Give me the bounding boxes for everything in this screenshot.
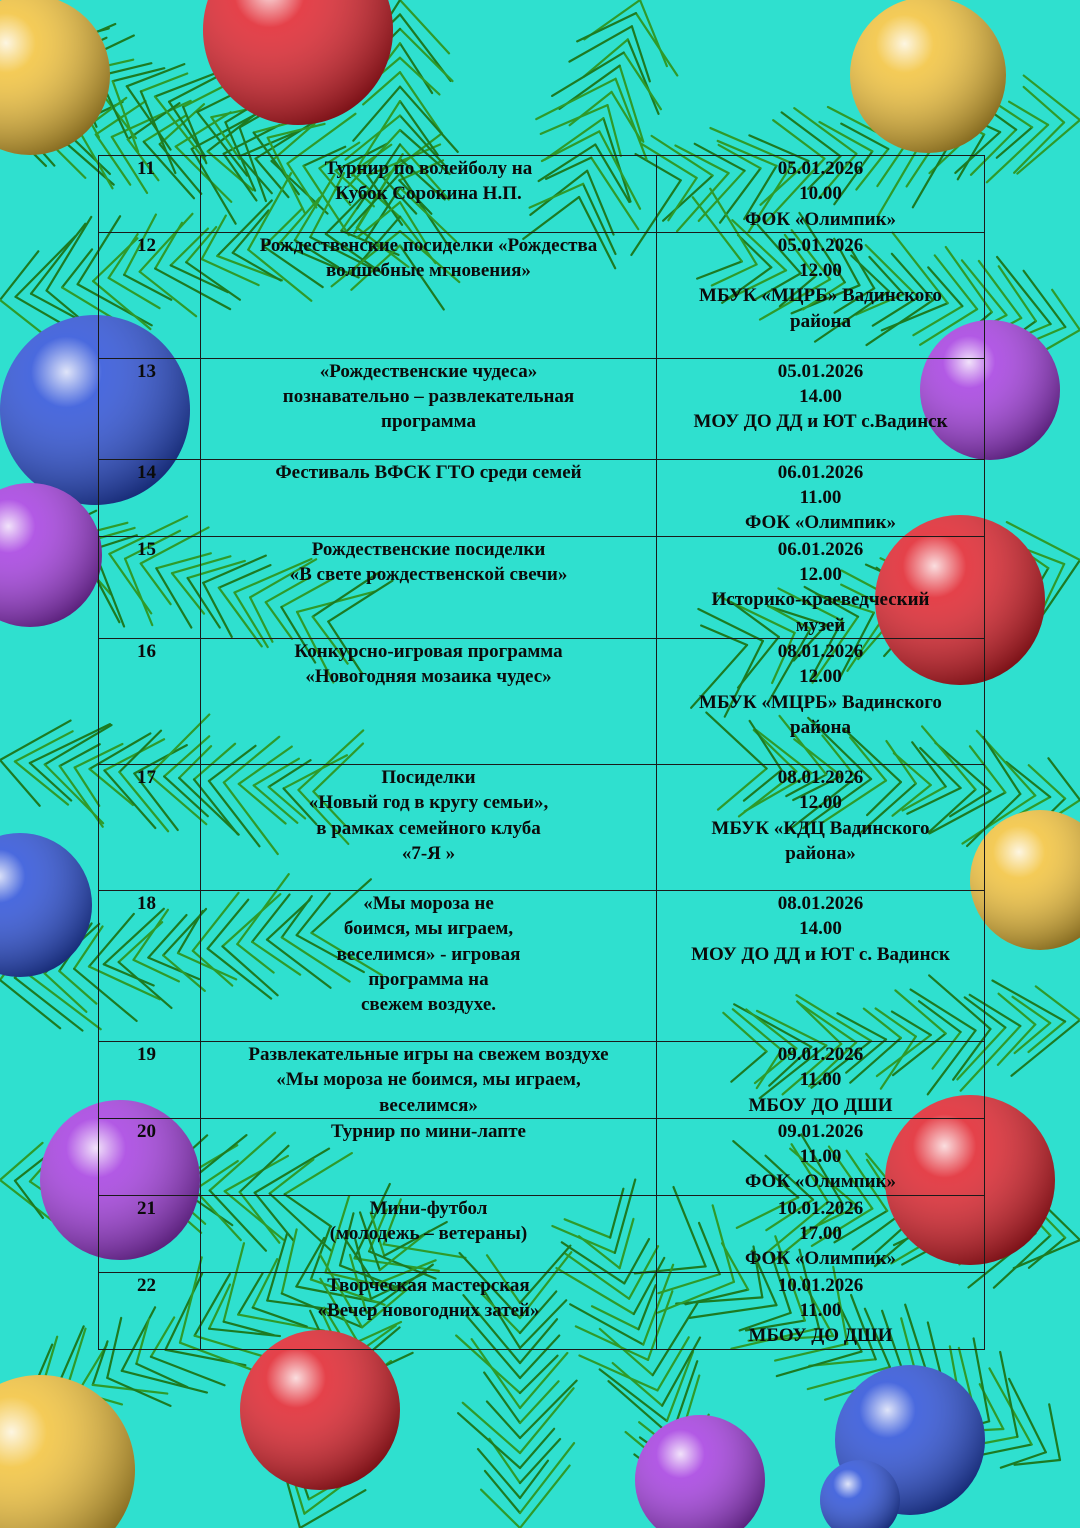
event-title-cell	[201, 536, 657, 638]
event-venue: ФОК «Олимпик»	[744, 208, 897, 230]
event-time: 12.00	[799, 792, 842, 814]
event-title-line: познавательно – развлекательная	[282, 386, 575, 408]
event-time: 14.00	[799, 386, 842, 408]
table-row	[99, 156, 985, 233]
event-title-cell	[201, 1272, 657, 1349]
event-venue: ФОК «Олимпик»	[744, 1171, 897, 1193]
event-title-line: «Мы мороза не боимся, мы играем,	[276, 1069, 581, 1091]
event-venue: ФОК «Олимпик»	[744, 1248, 897, 1270]
event-details-cell	[657, 358, 985, 459]
event-title-line: «Вечер новогодних затей»	[317, 1299, 540, 1321]
row-number: 11	[137, 158, 155, 179]
event-title-line: «Рождественские чудеса»	[319, 360, 538, 382]
table-row	[99, 358, 985, 459]
event-date: 06.01.2026	[777, 461, 864, 483]
event-title-line: (молодежь – ветераны)	[329, 1223, 528, 1245]
event-title-line: веселимся» - игровая	[336, 943, 521, 965]
event-title-line: Мини-футбол	[369, 1197, 488, 1219]
event-date: 06.01.2026	[777, 538, 864, 560]
event-details-cell	[657, 1041, 985, 1118]
row-number: 19	[137, 1043, 156, 1065]
event-title-line: Посиделки	[381, 766, 476, 788]
event-venue: МОУ ДО ДД и ЮТ с. Вадинск	[691, 943, 950, 965]
event-title-line: веселимся»	[379, 1094, 478, 1116]
event-title-line: Турнир по мини-лапте	[331, 1120, 526, 1142]
table-row	[99, 459, 985, 536]
event-venue: МБУК «КДЦ Вадинского	[711, 817, 930, 839]
event-date: 09.01.2026	[777, 1043, 864, 1065]
event-title-line: программа на	[368, 968, 489, 990]
table-row	[99, 232, 985, 358]
event-date: 10.01.2026	[777, 1274, 864, 1296]
event-date: 08.01.2026	[777, 892, 864, 914]
row-number: 21	[137, 1197, 156, 1219]
table-row	[99, 1118, 985, 1195]
event-time: 12.00	[799, 666, 842, 688]
event-title-cell	[201, 890, 657, 1041]
row-number: 16	[137, 640, 156, 662]
row-number: 22	[137, 1274, 156, 1296]
event-details-cell	[657, 156, 985, 233]
event-date: 08.01.2026	[777, 766, 864, 788]
event-title-line: Развлекательные игры на свежем воздухе	[248, 1043, 609, 1065]
event-title-line: «Мы мороза не	[363, 892, 494, 914]
event-time: 11.00	[799, 1299, 842, 1321]
event-title-line: «Новый год в кругу семьи»,	[308, 792, 549, 814]
christmas-ornament-icon	[0, 1375, 135, 1528]
event-schedule-table	[98, 155, 985, 1350]
christmas-ornament-icon	[0, 0, 110, 155]
event-title-line: Кубок Сорокина Н.П.	[335, 183, 522, 205]
row-number: 12	[137, 234, 156, 256]
event-date: 10.01.2026	[777, 1197, 864, 1219]
event-title-line: волшебные мгновения»	[326, 260, 531, 282]
event-title-line: боимся, мы играем,	[343, 918, 514, 940]
event-time: 10.00	[799, 183, 842, 205]
table-row	[99, 1272, 985, 1349]
event-title-line: Конкурсно-игровая программа	[294, 640, 563, 662]
event-title-cell	[201, 358, 657, 459]
row-number-cell	[99, 890, 201, 1041]
event-title-line: Фестиваль ВФСК ГТО среди семей	[275, 461, 582, 483]
event-details-cell	[657, 459, 985, 536]
event-title-line: Турнир по волейболу на	[324, 158, 533, 179]
event-time: 12.00	[799, 260, 842, 282]
row-number: 18	[137, 892, 156, 914]
event-time: 11.00	[799, 1146, 842, 1168]
table-row	[99, 638, 985, 764]
event-details-cell	[657, 764, 985, 890]
event-venue: Историко-краеведческий	[711, 589, 930, 611]
table-row	[99, 764, 985, 890]
event-title-cell	[201, 764, 657, 890]
event-title-line: Рождественские посиделки «Рождества	[259, 234, 598, 256]
event-details-cell	[657, 232, 985, 358]
event-title-cell	[201, 156, 657, 233]
event-title-line: программа	[381, 411, 476, 433]
table-row	[99, 1195, 985, 1272]
event-venue: МБОУ ДО ДШИ	[748, 1325, 893, 1347]
event-details-cell	[657, 1118, 985, 1195]
row-number-cell	[99, 232, 201, 358]
event-venue: района	[790, 716, 851, 738]
table-row	[99, 536, 985, 638]
row-number-cell	[99, 1272, 201, 1349]
event-title-cell	[201, 1118, 657, 1195]
christmas-ornament-icon	[635, 1415, 765, 1528]
row-number-cell	[99, 764, 201, 890]
row-number: 17	[137, 766, 156, 788]
event-details-cell	[657, 1272, 985, 1349]
event-venue: района	[790, 310, 851, 332]
event-venue: МБУК «МЦРБ» Вадинского	[699, 691, 942, 713]
event-time: 11.00	[799, 487, 842, 509]
row-number-cell	[99, 1118, 201, 1195]
christmas-ornament-icon	[0, 833, 92, 977]
event-details-cell	[657, 890, 985, 1041]
event-title-line: «Новогодняя мозаика чудес»	[305, 666, 552, 688]
table-row	[99, 890, 985, 1041]
event-title-line: «В свете рождественской свечи»	[289, 564, 568, 586]
row-number-cell	[99, 459, 201, 536]
event-details-cell	[657, 1195, 985, 1272]
event-title-line: Творческая мастерская	[327, 1274, 530, 1296]
row-number: 15	[137, 538, 156, 560]
event-venue: МБУК «МЦРБ» Вадинского	[699, 285, 942, 307]
christmas-ornament-icon	[850, 0, 1006, 153]
event-title-cell	[201, 1041, 657, 1118]
row-number-cell	[99, 638, 201, 764]
event-venue: ФОК «Олимпик»	[744, 512, 897, 534]
row-number: 20	[137, 1120, 156, 1142]
table-row	[99, 1041, 985, 1118]
christmas-ornament-icon	[203, 0, 393, 125]
event-venue: МОУ ДО ДД и ЮТ с.Вадинск	[693, 411, 948, 433]
event-venue: музей	[795, 614, 846, 636]
row-number: 13	[137, 360, 156, 382]
event-venue: МБОУ ДО ДШИ	[748, 1094, 893, 1116]
event-time: 17.00	[799, 1223, 842, 1245]
event-title-line: Рождественские посиделки	[311, 538, 546, 560]
row-number-cell	[99, 1195, 201, 1272]
event-title-cell	[201, 1195, 657, 1272]
event-title-cell	[201, 232, 657, 358]
row-number-cell	[99, 1041, 201, 1118]
event-date: 05.01.2026	[777, 360, 864, 382]
christmas-ornament-icon	[240, 1330, 400, 1490]
event-date: 05.01.2026	[777, 158, 864, 179]
event-title-line: «7-Я »	[401, 842, 456, 864]
row-number-cell	[99, 156, 201, 233]
row-number: 14	[137, 461, 156, 483]
event-date: 08.01.2026	[777, 640, 864, 662]
row-number-cell	[99, 536, 201, 638]
event-date: 05.01.2026	[777, 234, 864, 256]
event-time: 11.00	[799, 1069, 842, 1091]
event-details-cell	[657, 638, 985, 764]
event-date: 09.01.2026	[777, 1120, 864, 1142]
event-title-cell	[201, 638, 657, 764]
event-title-cell	[201, 459, 657, 536]
event-title-line: в рамках семейного клуба	[316, 817, 541, 839]
event-title-line: свежем воздухе.	[360, 994, 497, 1016]
row-number-cell	[99, 358, 201, 459]
event-time: 14.00	[799, 918, 842, 940]
event-venue: района»	[785, 842, 856, 864]
event-time: 12.00	[799, 564, 842, 586]
event-details-cell	[657, 536, 985, 638]
christmas-ornament-icon	[970, 810, 1080, 950]
